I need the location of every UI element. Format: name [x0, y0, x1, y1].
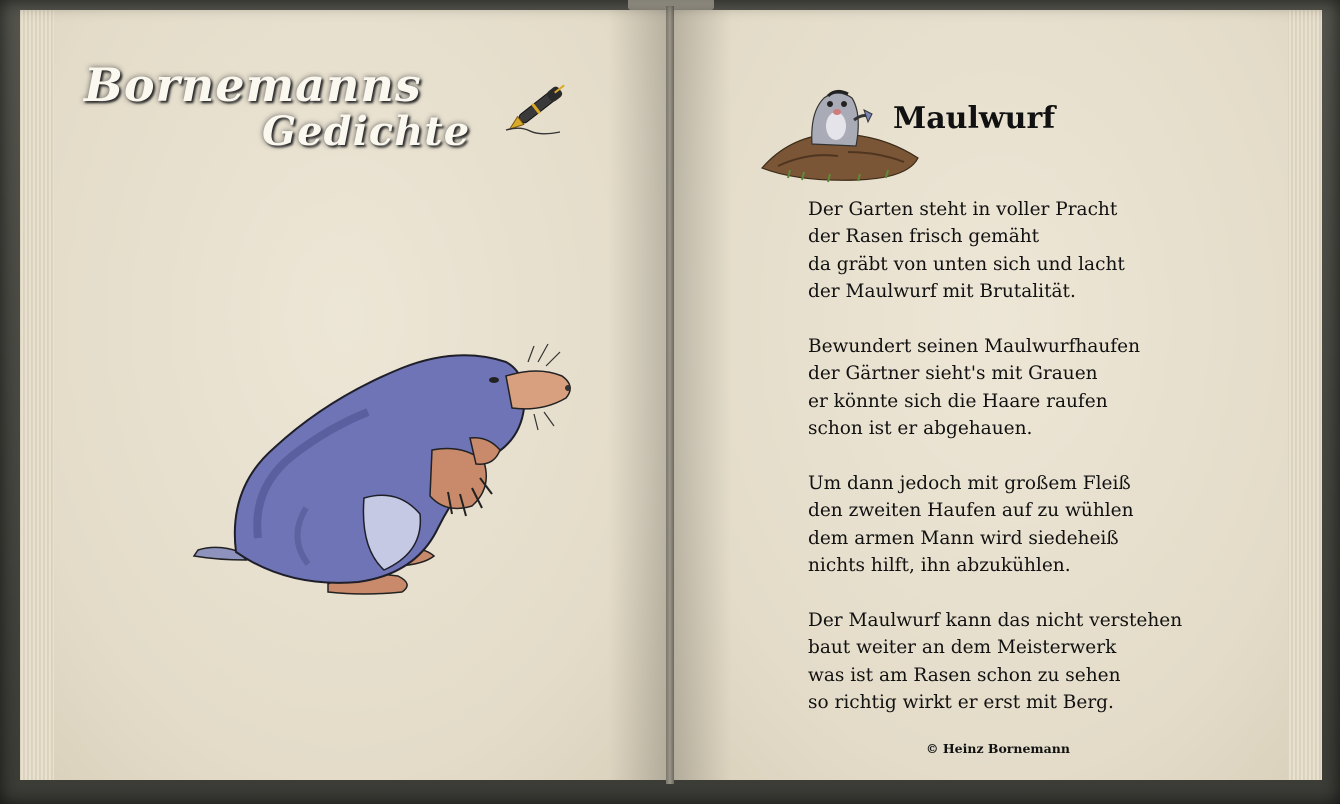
poem-line: dem armen Mann wird siedeheiß: [808, 527, 1119, 549]
poem-body: [808, 196, 1248, 744]
poem-line: den zweiten Haufen auf zu wühlen: [808, 500, 1134, 522]
poem-line: der Maulwurf mit Brutalität.: [808, 281, 1076, 303]
poem-line: der Rasen frisch gemäht: [808, 226, 1040, 248]
poem-line: er könnte sich die Haare raufen: [808, 390, 1108, 412]
poem-line: Bewundert seinen Maulwurfhaufen: [808, 336, 1140, 358]
fountain-pen-icon: [500, 76, 576, 138]
stanza: [808, 470, 1248, 580]
stanza: [808, 333, 1248, 443]
mole-illustration: [188, 338, 584, 598]
poem-line: Der Garten steht in voller Pracht: [808, 199, 1118, 220]
brand-title-line1: Bornemanns: [84, 58, 422, 112]
poem-line: da gräbt von unten sich und lacht: [808, 253, 1125, 275]
poem-line: baut weiter an dem Meisterwerk: [808, 637, 1117, 659]
brand-title-line2: Gedichte: [262, 108, 471, 155]
poem-line: der Gärtner sieht's mit Grauen: [808, 363, 1098, 385]
poem-line: Der Maulwurf kann das nicht verstehen: [808, 610, 1183, 632]
copyright-notice: © Heinz Bornemann: [926, 741, 1070, 756]
poem-line: schon ist er abgehauen.: [808, 418, 1033, 440]
stanza: [808, 607, 1248, 717]
poem-title: Maulwurf: [893, 101, 1056, 136]
poem-line: was ist am Rasen schon zu sehen: [808, 664, 1121, 686]
poem-line: Um dann jedoch mit großem Fleiß: [808, 473, 1131, 495]
poem-line: so richtig wirkt er erst mit Berg.: [808, 692, 1114, 714]
poem-line: nichts hilft, ihn abzukühlen.: [808, 555, 1071, 577]
stanza: [808, 196, 1248, 306]
